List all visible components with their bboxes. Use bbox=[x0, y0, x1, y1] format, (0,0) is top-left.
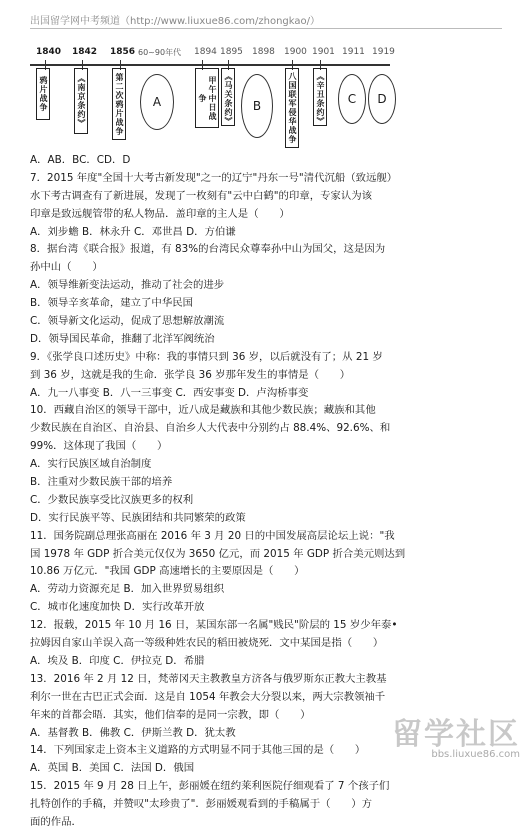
text-line: D．领导国民革命，推翻了北洋军阀统治 bbox=[30, 332, 215, 345]
timeline-year: 1842 bbox=[72, 47, 98, 57]
timeline-axis bbox=[30, 64, 390, 66]
text-line: 扎特创作的手稿，并赞叹"太珍贵了"．彭丽媛观看到的手稿属于（ ）方 bbox=[30, 798, 373, 811]
text-line: A．劳动力资源充足 B．加入世界贸易组织 bbox=[30, 583, 225, 596]
text-line: 14．下列国家走上资本主义道路的方式明显不同于其他三国的是（ ） bbox=[30, 744, 366, 757]
timeline-year: 1900 bbox=[284, 47, 307, 57]
timeline-year: 1898 bbox=[252, 47, 275, 57]
text-line: B．注重对少数民族干部的培养 bbox=[30, 476, 173, 489]
header-divider bbox=[30, 28, 502, 29]
text-line: 15．2015 年 9 月 28 日上午，彭丽媛在纽约莱利医院仔细观看了 7 个孩子们 bbox=[30, 780, 390, 793]
text-line: 面的作品． bbox=[30, 815, 82, 828]
text-line: C．领导新文化运动，促成了思想解放潮流 bbox=[30, 315, 225, 328]
text-line: 拉姆因自家山羊误入高一等级种姓农民的稻田被烧死．文中某国是指（ ） bbox=[30, 637, 384, 650]
page-header: 出国留学网中考频道（http://www.liuxue86.com/zhongkao/） bbox=[30, 16, 320, 27]
text-line: 到 36 岁，这就是我的生命．张学良 36 岁那年发生的事情是（ ） bbox=[30, 368, 351, 381]
text-line: 7．2015 年度"全国十大考古新发现"之一的辽宁"丹东一号"清代沉船（致远舰） bbox=[30, 171, 398, 184]
text-line: C．少数民族享受比汉族更多的权利 bbox=[30, 493, 194, 506]
timeline-event-box: 《辛丑条约》 bbox=[313, 68, 327, 126]
timeline-event-box: 《南京条约》 bbox=[74, 68, 88, 134]
text-line: D．实行民族平等、民族团结和共同繁荣的政策 bbox=[30, 511, 246, 524]
timeline-event-box: 第二次鸦片战争 bbox=[112, 68, 126, 140]
text-line: 12．报载，2015 年 10 月 16 日，某国东部一名属"贱民"阶层的 15 岁少年泰• bbox=[30, 619, 398, 632]
timeline-year: 1840 bbox=[36, 47, 62, 57]
text-line: 8．据台湾《联合报》报道，有 83%的台湾民众尊奉孙中山为国父，这是因为 bbox=[30, 243, 386, 256]
text-line: 印章是致远舰管带的私人物品．盖印章的主人是（ ） bbox=[30, 207, 290, 220]
watermark-logo: 留学社区 bbox=[392, 717, 520, 752]
text-line: A．AB．BC．CD．D bbox=[30, 154, 131, 166]
timeline-event-box: 《马关条约》 bbox=[221, 68, 235, 126]
text-line: 孙中山（ ） bbox=[30, 261, 103, 274]
text-line: A．刘步蟾 B．林永升 C．邓世昌 D．方伯谦 bbox=[30, 225, 236, 238]
timeline-year: 1894 bbox=[194, 47, 217, 57]
text-line: 10．西藏自治区的领导干部中，近八成是藏族和其他少数民族；藏族和其他 bbox=[30, 404, 376, 417]
text-line: 利尔一世在古巴正式会面．这是自 1054 年教会大分裂以来，两大宗教领袖千 bbox=[30, 690, 386, 703]
timeline-year: 1911 bbox=[342, 47, 365, 57]
text-line: 13．2016 年 2 月 12 日，梵蒂冈天主教教皇方济各与俄罗斯东正教大主教基 bbox=[30, 672, 387, 685]
text-line: 年来的首都会晤．其实，他们信奉的是同一宗教，即（ ） bbox=[30, 708, 311, 721]
text-line: C．城市化速度加快 D．实行改革开放 bbox=[30, 601, 205, 614]
timeline-event-box: 八国联军侵华战争 bbox=[285, 68, 299, 148]
text-line: A．领导维新变法运动，推动了社会的进步 bbox=[30, 279, 225, 292]
text-line: A．埃及 B．印度 C．伊拉克 D．希腊 bbox=[30, 654, 205, 667]
timeline-year: 1919 bbox=[372, 47, 395, 57]
text-line: 10.86 万亿元．"我国 GDP 高速增长的主要原因是（ ） bbox=[30, 565, 305, 578]
text-line: A．英国 B．美国 C．法国 D．俄国 bbox=[30, 762, 195, 775]
text-line: 国 1978 年 GDP 折合美元仅仅为 3650 亿元，而 2015 年 GDP 折合美元则达到 bbox=[30, 547, 406, 560]
site-watermark bbox=[392, 709, 520, 760]
timeline-event-box: 甲午中日战争 bbox=[195, 68, 219, 128]
text-line: 11．国务院副总理张高丽在 2016 年 3 月 20 日的中国发展高层论坛上说："我 bbox=[30, 529, 395, 542]
timeline-oval-b: B bbox=[241, 74, 273, 138]
timeline-event-box: 鸦片战争 bbox=[36, 68, 50, 120]
text-line: 99%．这体现了我国（ ） bbox=[30, 440, 168, 453]
timeline-year: 1856 bbox=[110, 47, 136, 57]
timeline-year: 1901 bbox=[312, 47, 335, 57]
text-line: A．实行民族区域自治制度 bbox=[30, 458, 152, 471]
timeline-oval-a: A bbox=[140, 74, 174, 130]
text-line: B．领导辛亥革命，建立了中华民国 bbox=[30, 297, 193, 310]
timeline-year: 1895 bbox=[220, 47, 243, 57]
watermark-url: bbs.liuxue86.com bbox=[431, 749, 520, 760]
text-line: A．九一八事变 B．八一三事变 C．西安事变 D．卢沟桥事变 bbox=[30, 386, 309, 399]
timeline-year: 60~90年代 bbox=[138, 48, 182, 57]
timeline-oval-c: C bbox=[338, 74, 366, 124]
history-timeline bbox=[30, 38, 410, 150]
timeline-oval-d: D bbox=[368, 74, 396, 124]
text-line: 少数民族在自治区、自治县、自治乡人大代表中分别约占 88.4%、92.6%、和 bbox=[30, 422, 391, 435]
text-line: A．基督教 B．佛教 C．伊斯兰教 D．犹太教 bbox=[30, 726, 236, 739]
text-line: 9．《张学良口述历史》中称：我的事情只到 36 岁，以后就没有了；从 21 岁 bbox=[30, 350, 383, 363]
text-line: 水下考古调查有了新进展，发现了一枚刻有"云中白鹤"的印章，专家认为该 bbox=[30, 189, 373, 202]
